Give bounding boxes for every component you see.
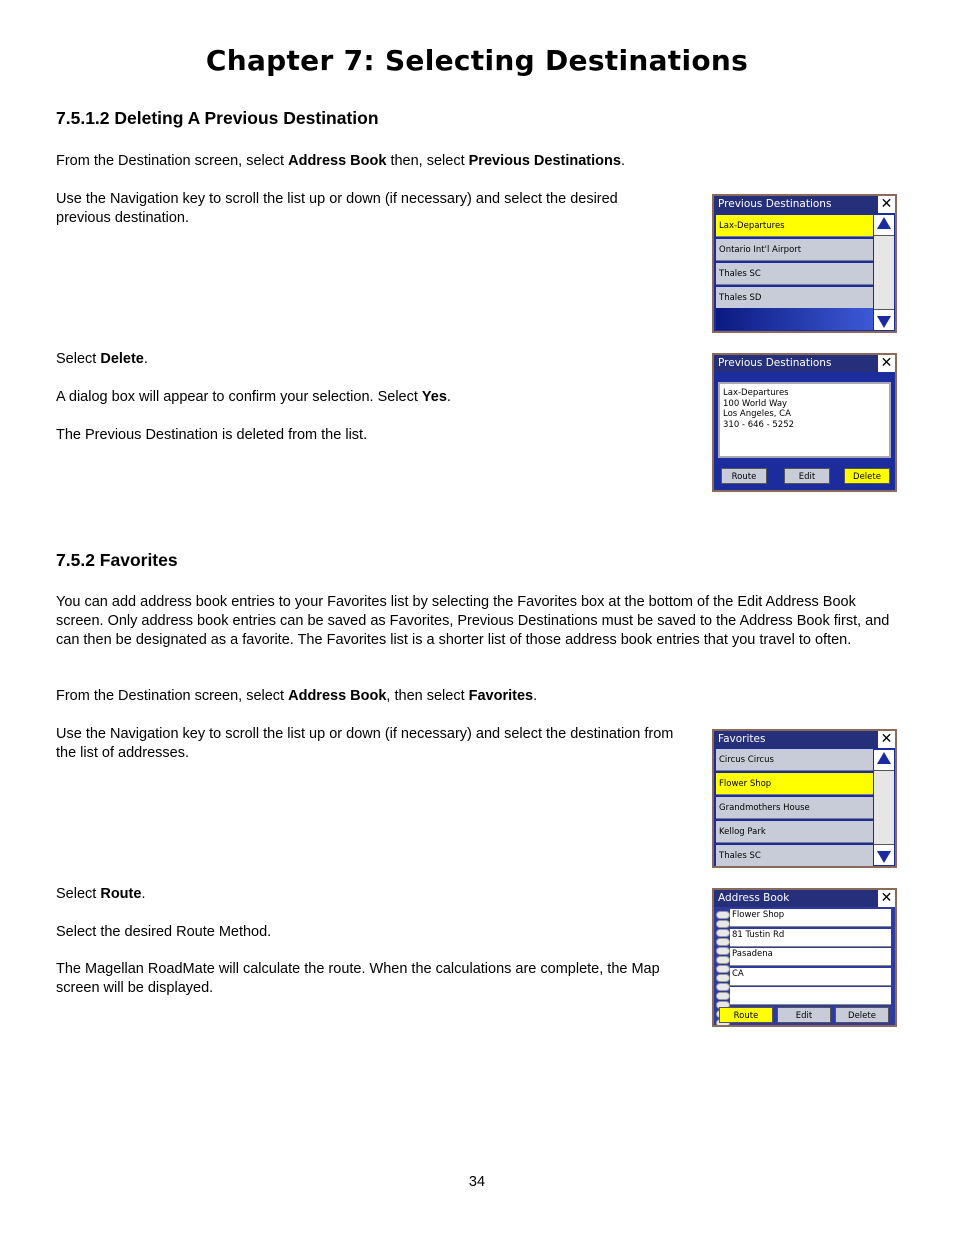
route-button[interactable]: Route [719, 1007, 773, 1023]
delete-button[interactable]: Delete [844, 468, 890, 484]
paragraph: From the Destination screen, select Address Book, then select Favorites. [56, 688, 538, 704]
address-line: CA [730, 968, 891, 986]
scrollbar[interactable] [874, 215, 894, 330]
favorites-screen [712, 729, 897, 868]
address-line: Pasadena [730, 948, 891, 966]
address-box [718, 382, 891, 458]
list-item[interactable]: Thales SD [716, 287, 873, 309]
scroll-down-icon[interactable] [877, 316, 891, 328]
paragraph: Use the Navigation key to scroll the list up or down (if necessary) and select the desired previous destination. [56, 191, 618, 226]
screen-title: Previous Destinations [714, 355, 895, 372]
list-item[interactable]: Flower Shop [716, 773, 873, 795]
address-line: 100 World Way [723, 398, 788, 409]
address-lines [730, 909, 891, 1007]
close-icon[interactable]: ✕ [878, 890, 895, 907]
paragraph: You can add address book entries to your Favorites list by selecting the Favorites box at the bottom of the Edit Address Book screen. Only address book entries can be saved as Favorites, Previous Destinations must be saved to the Address Book first, and can then be designated as a favorite. The Favorites list is a shorter list of those address book entries that you travel to often. [56, 594, 890, 648]
address-line: Los Angeles, CA [723, 409, 791, 419]
list-item[interactable]: Thales SC [716, 845, 873, 867]
scroll-up-icon[interactable] [877, 752, 891, 764]
close-icon[interactable]: ✕ [878, 196, 895, 213]
favorites-list [716, 749, 873, 868]
list-item[interactable]: Ontario Int'l Airport [716, 239, 873, 261]
chapter-title: Chapter 7: Selecting Destinations [205, 44, 749, 77]
address-line [730, 987, 891, 1005]
screen-title: Favorites [714, 731, 895, 748]
list-item[interactable]: Lax-Departures [716, 215, 873, 237]
close-icon[interactable]: ✕ [878, 731, 895, 748]
paragraph: The Magellan RoadMate will calculate the route. When the calculations are complete, the Map screen will be displayed. [56, 961, 660, 996]
scroll-down-icon[interactable] [877, 851, 891, 863]
address-line: 81 Tustin Rd [730, 929, 891, 947]
address-line: Lax-Departures [723, 388, 789, 398]
list-item[interactable]: Grandmothers House [716, 797, 873, 819]
list-footer [716, 308, 873, 330]
edit-button[interactable]: Edit [777, 1007, 831, 1023]
paragraph: Select the desired Route Method. [56, 924, 272, 940]
address-line: Flower Shop [730, 909, 891, 927]
paragraph: Select Delete. [56, 351, 148, 367]
paragraph: The Previous Destination is deleted from the list. [56, 427, 368, 443]
paragraph: A dialog box will appear to confirm your selection. Select Yes. [56, 389, 451, 405]
list-item[interactable]: Thales SC [716, 263, 873, 285]
list-item[interactable]: Circus Circus [716, 749, 873, 771]
section-heading-deleting: 7.5.1.2 Deleting A Previous Destination [56, 108, 379, 128]
paragraph: Select Route. [56, 886, 146, 902]
address-book-screen [712, 888, 897, 1027]
delete-button[interactable]: Delete [835, 1007, 889, 1023]
destination-list [716, 215, 873, 311]
close-icon[interactable]: ✕ [878, 355, 895, 372]
screen-title: Previous Destinations [714, 196, 895, 213]
edit-button[interactable]: Edit [784, 468, 830, 484]
previous-destinations-screen [712, 194, 897, 333]
route-button[interactable]: Route [721, 468, 767, 484]
address-line: 310 - 646 - 5252 [723, 419, 795, 430]
scroll-track[interactable] [874, 770, 894, 845]
paragraph: From the Destination screen, select Address Book then, select Previous Destinations. [56, 153, 625, 169]
destination-detail-screen [712, 353, 897, 492]
list-item[interactable]: Kellog Park [716, 821, 873, 843]
scroll-track[interactable] [874, 235, 894, 310]
screen-title: Address Book [714, 890, 895, 907]
page-number: 34 [468, 1174, 486, 1190]
scroll-up-icon[interactable] [877, 217, 891, 229]
paragraph: Use the Navigation key to scroll the list up or down (if necessary) and select the destination from the list of addresses. [56, 726, 674, 761]
section-heading-favorites: 7.5.2 Favorites [56, 550, 178, 570]
scrollbar[interactable] [874, 750, 894, 865]
